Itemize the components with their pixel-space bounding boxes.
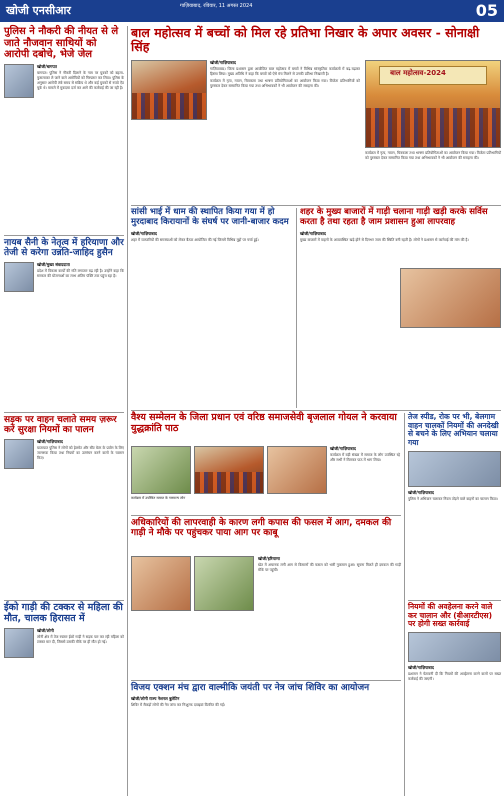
main-story-body [210, 60, 360, 89]
right-story-3-photo [408, 632, 501, 662]
right-story-2-headline: तेज स्पीड, रोक पर भी, बेलगाम वाहन चालकों नियमों की अनदेखी से बचने के लिए अभियान चलाया गया [408, 412, 499, 447]
divider [4, 235, 124, 236]
left-story-3 [4, 415, 124, 469]
right-story-2-byline: खोजी/गाज़ियाबाद [408, 489, 434, 495]
divider [4, 412, 124, 413]
divider [131, 205, 501, 206]
left-story-1-headline: पुलिस ने नौकरी की नीयत से ले जाते नौजवान साथियों को आरोपी दबोचे, भेजे जेल [4, 26, 119, 60]
right-story-1-headline: शहर के मुख्य बाजारों में गाड़ी चलाना गाड़ी खड़ी करके सर्विस करता है तथा रहता है जाम प्रशासन हुआ लापरवाह [300, 207, 488, 227]
mid-story-1-headline: सांसी भाई में धाम की स्थापित किया गया में हो मुरदाबाद किरायानों के संघर्ष पर जानी-बाजार कदम [131, 207, 289, 227]
mid-story-3-headline: अधिकारियों की लापरवाही के कारण लगी कपास की फसल में आग, दमकल की गाड़ी ने मौके पर पहुंचकर पाया आग पर काबू [131, 518, 392, 539]
left-story-1-body: बागपत। पुलिस ने नौकरी दिलाने के नाम पर युवकों को बहला-फुसलाकर ले जाने वाले आरोपियों को गिरफ्तार कर लिया। पुलिस के अनुसार आरोपी लंबे समय से सक्रिय थे और कई युवकों से रुपये ऐंठ चुके थे। मामले में मुकदमा दर्ज कर आगे की कार्रवाई की जा रही है। [37, 70, 124, 90]
right-story-1-photo [400, 268, 501, 328]
divider [4, 600, 124, 601]
main-story-byline: खोजी/गाज़ियाबाद [210, 60, 236, 65]
right-story-1-body: मुख्य बाजारों में वाहनों के अव्यवस्थित खड़े होने से दिनभर जाम की स्थिति बनी रहती है। लोगों ने प्रशासन से कार्रवाई की मांग की है। [300, 237, 469, 242]
mid-story-4-body: शिविर में सैकड़ों लोगों की नेत्र जांच कर निःशुल्क दवाइयां वितरित की गईं। [131, 703, 226, 708]
mid-story-2 [131, 413, 401, 435]
mid-story-4-headline: विजय एक्शन मंच द्वारा वाल्मीकि जयंती पर नेत्र जांच शिविर का आयोजन [131, 683, 370, 693]
left-story-2-body: प्रदेश में विकास कार्यों की गति लगातार बढ़ रही है। उन्होंने कहा कि सरकार की योजनाओं का लाभ अंतिम पंक्ति तक पहुंच रहा है। [37, 268, 124, 278]
masthead [0, 0, 504, 22]
mid-story-3-byline: खोजी/हरियाणा [258, 556, 280, 561]
paper-name: खोजी एनसीआर [6, 4, 71, 17]
mid-story-2-headline: वैश्य सम्मेलन के जिला प्रधान एवं वरिष्ठ समाजसेवी बृजलाल गोयल ने करवाया युद्धक्रांति पाठ [131, 412, 397, 434]
mid-story-3-body [258, 556, 401, 573]
right-story-3 [408, 603, 501, 682]
column-rule [127, 26, 128, 796]
left-story-3-photo [4, 439, 34, 469]
left-story-4-body: लोनी क्षेत्र में तेज रफ्तार ईको गाड़ी ने सड़क पार कर रही महिला को टक्कर मार दी, जिससे उसकी मौके पर ही मौत हो गई। [37, 634, 124, 644]
left-story-3-body: यातायात पुलिस ने लोगों को हेलमेट और सीट बेल्ट के प्रयोग के लिए जागरूक किया तथा नियमों का उल्लंघन करने वालों के चालान किए। [37, 445, 124, 460]
divider [131, 410, 501, 411]
main-story-body-a: गाज़ियाबाद। जिला प्रशासन द्वारा आयोजित बाल महोत्सव में बच्चों ने विभिन्न सांस्कृतिक कार्यक्रमों में बढ़-चढ़कर हिस्सा लिया। मुख्य अतिथि ने कहा कि बच्चों को ऐसे मंच मिलने से उनकी प्रतिभा निखरती है। [210, 67, 360, 76]
main-story-body-c: कार्यक्रम में नृत्य, गायन, चित्रकला तथा भाषण प्रतियोगिताओं का आयोजन किया गया। विजेता प्रतिभागियों को पुरस्कार देकर सम्मानित किया गया तथा अभिभावकों ने भी आयोजन की सराहना की। [365, 151, 501, 160]
left-story-1-photo [4, 64, 34, 98]
right-story-1-byline: खोजी/गाज़ियाबाद [300, 230, 326, 236]
left-story-2-photo [4, 262, 34, 292]
main-story-photo-1 [131, 60, 207, 120]
date-line: गाज़ियाबाद, रविवार, 11 अगस्त 2024 [180, 3, 253, 9]
main-story-body-b: कार्यक्रम में नृत्य, गायन, चित्रकला तथा भाषण प्रतियोगिताओं का आयोजन किया गया। विजेता प्रतिभागियों को पुरस्कार देकर सम्मानित किया गया तथा अभिभावकों ने भी आयोजन की सराहना की। [210, 79, 360, 88]
right-story-3-body: प्रशासन ने चेतावनी दी कि नियमों की अवहेलना करने वालों पर सख्त कार्रवाई की जाएगी। [408, 671, 501, 681]
left-story-2-headline: नायब सैनी के नेतृत्व में हरियाणा और तेजी से करेगा उन्नति-जाहिद हुसैन [4, 238, 124, 259]
divider [408, 600, 501, 601]
main-story [131, 26, 501, 55]
mid-story-4 [131, 683, 401, 708]
right-story-3-headline: नियमों की अवहेलना करने वाले कर चालान और (बीआरटीएस) पर होगी सख्त कार्रवाई [408, 602, 493, 629]
left-story-4-headline: ईको गाड़ी की टक्कर से महिला की मौत, चालक हिरासत में [4, 602, 123, 624]
mid-story-1-body: शहर में व्यापारियों की समस्याओं को लेकर बैठक आयोजित की गई जिसमें विभिन्न मुद्दों पर चर्चा हुई। [131, 237, 259, 242]
left-story-3-byline: खोजी/गाज़ियाबाद [37, 438, 63, 444]
divider [131, 680, 401, 681]
left-story-1 [4, 26, 124, 98]
left-story-2-byline: खोजी/मुख्य संवाददाता [37, 261, 70, 267]
mid-story-2-photo-1 [131, 446, 191, 494]
mid-story-3-photo-1 [131, 556, 191, 611]
mid-story-4-byline: खोजी/लोनी राज्य नेशनल बुलेटिन [131, 696, 180, 702]
left-story-1-byline: खोजी/बागपत [37, 63, 57, 69]
divider [131, 515, 401, 516]
column-rule [296, 208, 297, 408]
mid-story-2-caption: कार्यक्रम में उपस्थित समाज के गणमान्य लोग [131, 496, 186, 500]
main-story-photo-banner [365, 60, 501, 148]
left-story-4 [4, 603, 124, 658]
right-story-1 [300, 208, 501, 243]
column-rule [404, 413, 405, 796]
banner-text: बाल महोत्सव-2024 [390, 68, 446, 77]
right-story-2-photo [408, 451, 501, 487]
mid-story-3-body-text: खेत में अचानक लगी आग से किसानों की फसल को भारी नुकसान हुआ। सूचना मिलते ही दमकल की गाड़ी मौके पर पहुंची। [258, 563, 401, 572]
right-story-2 [408, 413, 501, 502]
right-story-2-body: पुलिस ने अभियान चलाकर नियम तोड़ने वाले वाहनों का चालान किया। [408, 496, 498, 501]
right-story-3-byline: खोजी/गाज़ियाबाद [408, 664, 434, 670]
mid-story-2-byline: खोजी/गाज़ियाबाद [330, 446, 356, 451]
mid-story-2-body-text: कार्यक्रम में बड़ी संख्या में समाज के लोग उपस्थित रहे और सभी ने मिलकर पाठ में भाग लिया। [330, 453, 400, 462]
left-story-4-byline: खोजी/लोनी [37, 627, 54, 633]
left-story-4-photo [4, 628, 34, 658]
mid-story-1 [131, 208, 293, 243]
mid-story-3-photo-2 [194, 556, 254, 611]
page-number: 05 [475, 1, 498, 20]
left-story-2 [4, 238, 124, 292]
mid-story-2-body [330, 446, 400, 463]
mid-story-3 [131, 518, 401, 539]
mid-story-2-photo-3 [267, 446, 327, 494]
main-story-headline: बाल महोत्सव में बच्चों को मिल रहे प्रतिभा निखार के अपार अवसर - सोनाक्षी सिंह [131, 25, 480, 55]
left-story-3-headline: सड़क पर वाहन चलाते समय ज़रूर करें सुरक्षा नियमों का पालन [4, 415, 117, 436]
mid-story-2-photo-2 [194, 446, 264, 494]
mid-story-1-byline: खोजी/गाज़ियाबाद [131, 230, 157, 236]
